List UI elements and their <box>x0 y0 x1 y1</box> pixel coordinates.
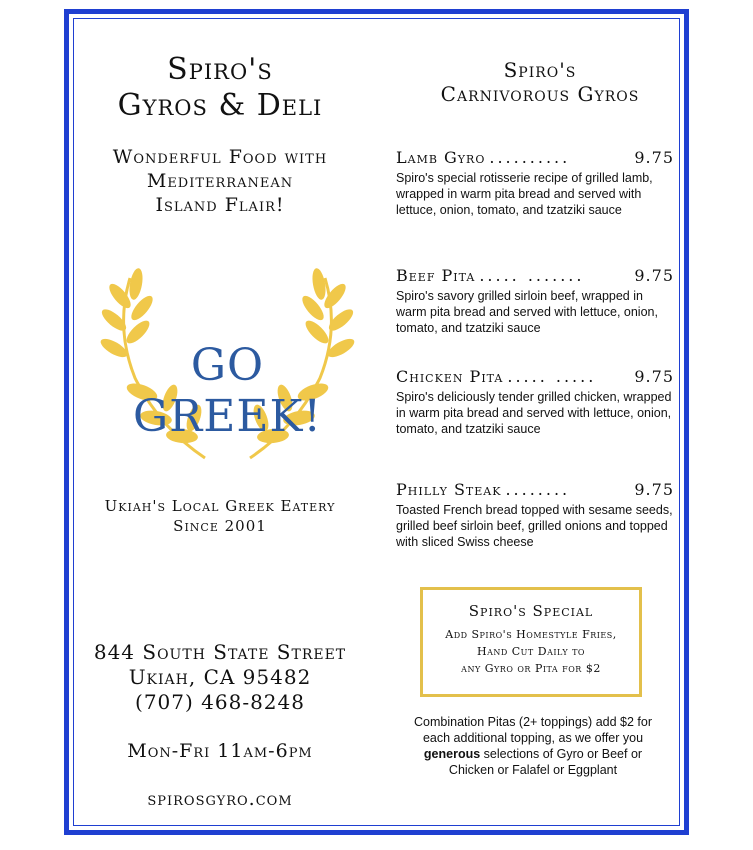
menu-section-title-line2: Carnivorous Gyros <box>440 82 640 106</box>
combo-text-part2: selections of Gyro or Beef or Chicken or Falafel or Eggplant <box>448 747 643 777</box>
combination-note <box>408 714 658 778</box>
item-dots: .......... <box>489 148 571 167</box>
menu-item-beef-pita <box>396 266 674 336</box>
item-name: Philly Steak <box>396 480 502 499</box>
restaurant-name-line2: Gyros & Deli <box>117 88 323 123</box>
item-description: Spiro's special rotisserie recipe of grilled lamb, wrapped in warm pita bread and served with lettuce, onion, tomato, and tzatziki sauce <box>396 171 653 217</box>
menu-section-title <box>395 58 685 106</box>
restaurant-name <box>80 52 360 124</box>
phone-number: (707) 468-8248 <box>135 690 305 714</box>
menu-item-philly-steak <box>396 480 674 550</box>
restaurant-name-line1: Spiro's <box>167 52 273 87</box>
item-price: 9.75 <box>634 480 674 499</box>
go-greek-logo <box>90 268 365 468</box>
address-city: Ukiah, CA 95482 <box>128 665 312 689</box>
menu-section-title-line1: Spiro's <box>503 58 577 82</box>
tagline-line1: Wonderful Food with <box>112 146 328 168</box>
special-line1: Add Spiro's Homestyle Fries, <box>445 628 617 641</box>
combo-text-bold: generous <box>423 747 481 761</box>
logo-text: GO GREEK! <box>132 340 323 442</box>
tagline <box>80 145 360 217</box>
item-dots: ..... ..... <box>507 367 597 386</box>
website-url: spirosgyro.com <box>147 788 293 810</box>
item-description: Spiro's savory grilled sirloin beef, wrapped in warm pita bread and served with lettuce, onion, tomato, and tzatziki sauce <box>396 289 658 335</box>
menu-item-chicken-pita <box>396 367 674 437</box>
address-street: 844 South State Street <box>93 640 347 664</box>
eatery-info <box>80 496 360 536</box>
item-dots: ........ <box>505 480 571 499</box>
special-line3: any Gyro or Pita for $2 <box>461 662 601 675</box>
combo-text-part1: Combination Pitas (2+ toppings) add $2 for each additional topping, as we offer you <box>414 715 652 745</box>
special-title: Spiro's Special <box>468 602 594 620</box>
item-name: Chicken Pita <box>396 367 504 386</box>
spiros-special-box <box>420 587 642 697</box>
address-block <box>80 640 360 715</box>
business-hours: Mon-Fri 11am-6pm <box>127 740 313 762</box>
eatery-line1: Ukiah's Local Greek Eatery <box>104 497 336 515</box>
item-description: Spiro's deliciously tender grilled chicken, wrapped in warm pita bread and served with lettuce, onion, tomato, and tzatziki sauce <box>396 390 672 436</box>
item-price: 9.75 <box>634 367 674 386</box>
special-line2: Hand Cut Daily to <box>476 645 585 658</box>
item-price: 9.75 <box>634 148 674 167</box>
tagline-line2: Mediterranean <box>146 170 294 192</box>
special-text <box>423 626 639 677</box>
item-price: 9.75 <box>634 266 674 285</box>
item-dots: ..... ....... <box>479 266 585 285</box>
menu-item-lamb-gyro <box>396 148 674 218</box>
item-name: Beef Pita <box>396 266 476 285</box>
item-name: Lamb Gyro <box>396 148 486 167</box>
tagline-line3: Island Flair! <box>155 194 285 216</box>
eatery-line2: Since 2001 <box>173 517 267 535</box>
item-description: Toasted French bread topped with sesame seeds, grilled beef sirloin beef, grilled onions and topped with sliced Swiss cheese <box>396 503 673 549</box>
